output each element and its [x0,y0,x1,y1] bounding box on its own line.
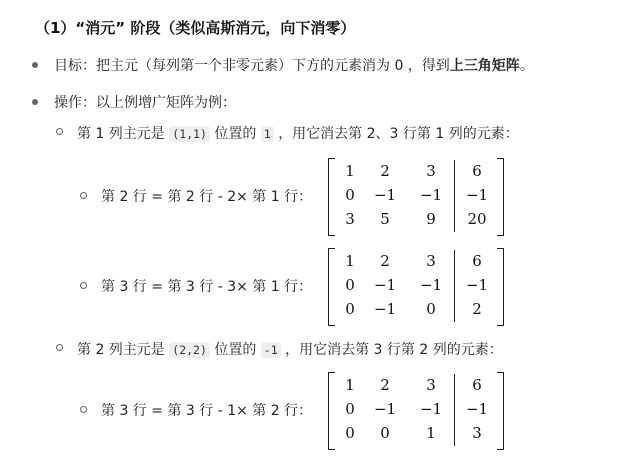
col1-note-part3: ，用它消去第 2、3 行第 1 列的元素： [278,126,519,142]
augment-separator [454,160,455,232]
matrix-cell: 6 [472,252,482,270]
matrix-cell: 3 [472,424,482,442]
matrix-cell: −1 [419,276,443,294]
matrix-cell: 0 [345,424,355,442]
matrix-right-bracket [497,372,504,450]
matrix-cell: 0 [345,186,355,204]
step1-label: 第 2 行 = 第 2 行 - 2× 第 1 行： [101,189,313,205]
matrix-cell: 5 [380,210,390,228]
sub-bullet-ring [56,344,63,351]
matrix-cell: 20 [467,210,487,228]
matrix-cell: 0 [345,300,355,318]
sub-sub-bullet-ring [80,282,87,289]
col2-pivot-note [77,339,503,359]
sub-bullet-ring [56,128,63,135]
matrix-cell: 1 [345,252,355,270]
matrix-cell: −1 [373,276,397,294]
augment-separator [454,250,455,322]
matrix-cell: 0 [345,276,355,294]
bullet-dot [32,62,38,68]
matrix-cell: 2 [380,252,390,270]
augment-separator [454,374,455,446]
matrix-right-bracket [497,248,504,326]
matrix-cell: 1 [426,424,436,442]
operation-text: 操作：以上例增广矩阵为例： [54,95,236,111]
matrix-right-bracket [497,158,504,236]
matrix-cell: −1 [373,300,397,318]
col2-note-part2: 位置的 [214,342,257,358]
section-heading: （1）“消元” 阶段（类似高斯消元，向下消零） [35,19,356,37]
col2-note-part3: ，用它消去第 3 行第 2 列的元素： [285,342,503,358]
matrix-cell: 3 [426,162,436,180]
matrix-cell: 3 [345,210,355,228]
matrix-cell: 6 [472,162,482,180]
goal-bold-term: 上三角矩阵 [449,58,520,74]
matrix-cell: 2 [380,162,390,180]
sub-sub-bullet-ring [80,192,87,199]
col1-pivot-position: (1,1) [169,126,210,142]
col2-note-part1: 第 2 列主元是 [77,342,165,358]
matrix-cell: 1 [345,376,355,394]
matrix-cell: 3 [426,252,436,270]
augmented-matrix-step2 [328,248,504,324]
matrix-cell: −1 [373,186,397,204]
matrix-cell: 6 [472,376,482,394]
col2-pivot-position: (2,2) [169,342,210,358]
matrix-cell: 9 [426,210,436,228]
col1-pivot-value: 1 [261,126,274,142]
col1-pivot-note [77,123,519,143]
matrix-cell: −1 [419,400,443,418]
col2-pivot-value: -1 [261,342,281,358]
col1-note-part1: 第 1 列主元是 [77,126,165,142]
matrix-cell: −1 [373,400,397,418]
augmented-matrix-step3 [328,372,504,448]
sub-sub-bullet-ring [80,406,87,413]
matrix-cell: −1 [465,276,489,294]
matrix-cell: 3 [426,376,436,394]
goal-text [54,55,534,75]
matrix-cell: −1 [465,400,489,418]
matrix-cell: −1 [465,186,489,204]
step3-label: 第 3 行 = 第 3 行 - 1× 第 2 行： [101,403,313,419]
col1-note-part2: 位置的 [214,126,257,142]
augmented-matrix-step1 [328,158,504,234]
matrix-cell: 0 [345,400,355,418]
step2-label: 第 3 行 = 第 3 行 - 3× 第 1 行： [101,279,313,295]
matrix-cell: −1 [419,186,443,204]
bullet-dot [32,99,38,105]
matrix-cell: 2 [380,376,390,394]
goal-prefix: 目标：把主元（每列第一个非零元素）下方的元素消为 0 ，得到 [54,58,450,74]
goal-suffix: 。 [519,58,534,74]
matrix-cell: 1 [345,162,355,180]
matrix-cell: 0 [426,300,436,318]
matrix-cell: 0 [380,424,390,442]
matrix-cell: 2 [472,300,482,318]
